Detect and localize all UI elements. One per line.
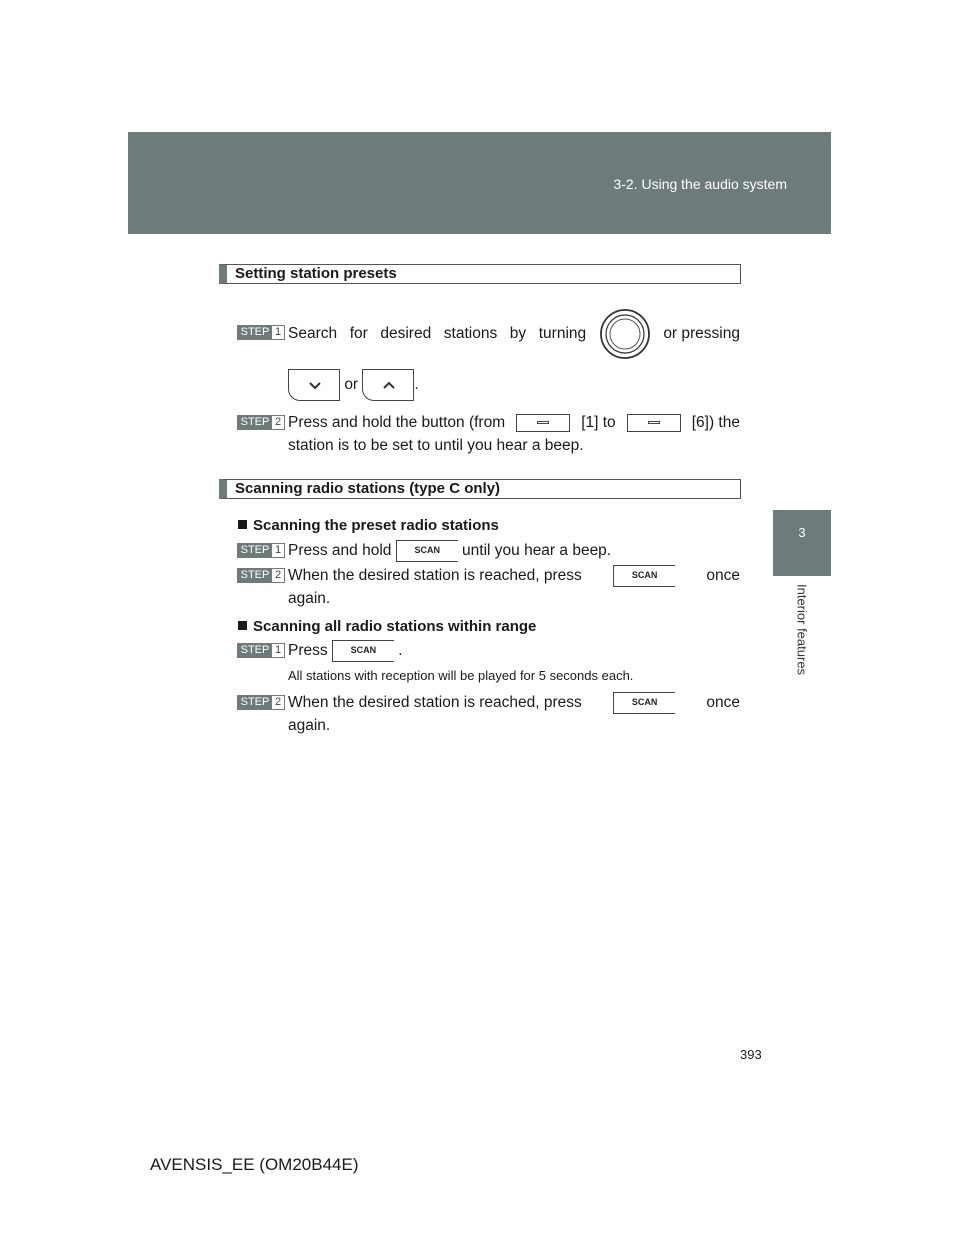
chapter-title: 3-2. Using the audio system: [613, 176, 787, 192]
seek-down-button-icon: [288, 369, 340, 401]
subheading-preset-scan: Scanning the preset radio stations: [238, 516, 499, 536]
sub1-step2: When the desired station is reached, press SCAN once: [288, 565, 740, 587]
document-code: AVENSIS_EE (OM20B44E): [150, 1155, 359, 1174]
step-badge: STEP 1: [237, 543, 285, 558]
scan-note: All stations with reception will be played for 5 seconds each.: [288, 668, 634, 683]
step-badge: STEP 2: [237, 568, 285, 583]
step2-line2: station is to be set to until you hear a beep.: [288, 437, 584, 454]
section-header-scanning: [219, 479, 741, 499]
step1-line2: or .: [288, 369, 740, 401]
bullet-square-icon: [238, 520, 247, 529]
step-badge: STEP 1: [237, 325, 285, 340]
bullet-square-icon: [238, 621, 247, 630]
scan-button-icon: SCAN: [332, 640, 394, 662]
sub1-step1: Press and hold SCAN until you hear a beep.: [288, 540, 740, 562]
tune-knob-icon: [599, 308, 651, 360]
sub2-step2: When the desired station is reached, press SCAN once: [288, 692, 740, 714]
chapter-side-label: Interior features: [794, 584, 810, 676]
sub1-step2-cont: again.: [288, 590, 331, 607]
chapter-header: [128, 132, 831, 234]
sub2-step2-cont: again.: [288, 717, 331, 734]
page-number: 393: [740, 1047, 762, 1062]
preset-button-icon: [627, 414, 681, 432]
section-title: Scanning radio stations (type C only): [235, 480, 501, 497]
chapter-tab: 3: [773, 510, 831, 576]
section-title: Setting station presets: [235, 265, 397, 282]
scan-button-icon: SCAN: [613, 565, 675, 587]
scan-button-icon: SCAN: [613, 692, 675, 714]
scan-button-icon: SCAN: [396, 540, 458, 562]
seek-up-button-icon: [362, 369, 414, 401]
step2-line1: Press and hold the button (from [1] to [6]) the: [288, 414, 740, 431]
preset-button-icon: [516, 414, 570, 432]
step1-line1: Search for desired stations by turning or pressing: [288, 308, 740, 360]
section-header-presets: [219, 264, 741, 284]
subheading-all-scan: Scanning all radio stations within range: [238, 617, 536, 637]
step-badge: STEP 2: [237, 695, 285, 710]
step-badge: STEP 1: [237, 643, 285, 658]
step-badge: STEP 2: [237, 415, 285, 430]
sub2-step1: Press SCAN .: [288, 640, 740, 662]
